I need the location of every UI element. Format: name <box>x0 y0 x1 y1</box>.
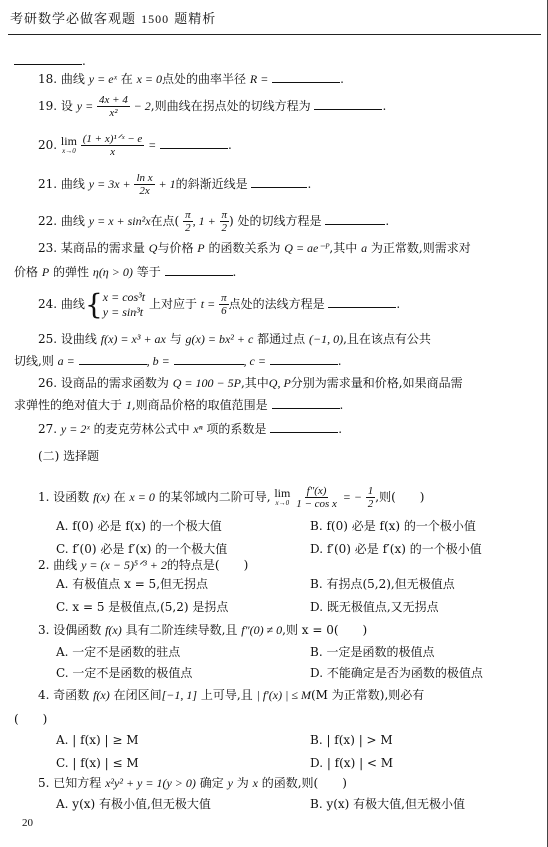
question-24: 24. 曲线{ x = cos³t y = sin³t 上对应于 t = $\frac{\pi}{6}$ 点处的法线方程是 . <box>38 288 401 321</box>
choice-question-2: 2. 曲线 y = (x − 5)⁵ᐟ³ + 2的特点是( ) <box>38 558 249 572</box>
question-27: 27. y = 2ˣ 的麦克劳林公式中 xⁿ 项的系数是 . <box>38 422 343 436</box>
choice-5-option-b[interactable]: B. y(x) 有极大值,但无极小值 <box>310 797 465 811</box>
choice-question-4: 4. 奇函数 f(x) 在闭区间[−1, 1] 上可导,且 | f′(x) | ≤ M(M 为正常数),则必有 <box>38 688 425 702</box>
answer-blank[interactable] <box>272 396 340 409</box>
answer-blank[interactable] <box>165 263 233 276</box>
choice-2-option-a[interactable]: A. 有极值点 x = 5,但无拐点 <box>56 577 209 591</box>
choice-3-option-b[interactable]: B. 一定是函数的极值点 <box>310 645 435 659</box>
answer-blank[interactable] <box>270 420 338 433</box>
header-number: 1500 <box>141 12 170 26</box>
choice-2-option-c[interactable]: C. x = 5 是极值点,(5,2) 是拐点 <box>56 600 229 614</box>
choice-3-option-a[interactable]: A. 一定不是函数的驻点 <box>56 645 181 659</box>
answer-blank[interactable] <box>79 352 147 365</box>
choice-question-1: 1. 设函数 f(x) 在 x = 0 的某邻域内二阶可导, lim x→0 $\frac{f''(x)}{\text{1 − cos x}}$ = − $\frac{1}{2}$ ,则( ) <box>38 485 425 510</box>
answer-blank[interactable] <box>328 295 396 308</box>
answer-blank[interactable] <box>174 352 244 365</box>
choice-question-5: 5. 已知方程 x²y² + y = 1(y > 0) 确定 y 为 x 的函数,则( ) <box>38 776 347 790</box>
choice-3-option-c[interactable]: C. 一定不是函数的极值点 <box>56 666 193 680</box>
question-18: 18. 曲线 y = eˣ 在 x = 0点处的曲率半径 R = . <box>38 72 344 86</box>
choice-5-option-a[interactable]: A. y(x) 有极小值,但无极大值 <box>56 797 211 811</box>
choice-2-option-d[interactable]: D. 既无极值点,又无拐点 <box>310 600 439 614</box>
header-title: 考研数学必做客观题 <box>10 12 137 27</box>
answer-blank[interactable] <box>270 352 338 365</box>
question-21: 21. 曲线 y = 3x + $\frac{\text{ln x}}{2x}$ + 1的斜渐近线是 . <box>38 172 312 197</box>
question-23-line1: 23. 某商品的需求量 Q与价格 P 的函数关系为 Q = ae⁻ᴾ,其中 a 为正常数,则需求对 <box>38 241 471 255</box>
question-20: 20. lim x→0 $\frac{\text{(1 + x)¹ᐟˣ − e}}{x}$ = . <box>38 133 232 158</box>
choice-question-4-line2: ( ) <box>14 712 48 726</box>
question-26-line2: 求弹性的绝对值大于 1,则商品价格的取值范围是 . <box>14 398 344 412</box>
question-22: 22. 曲线 y = x + sin²x在点( $\frac{\pi}{2}$ , 1 + $\frac{\pi}{2}$ ) 处的切线方程是 . <box>38 209 390 234</box>
choice-4-option-c[interactable]: C. | f(x) | ≤ M <box>56 756 139 770</box>
choice-2-option-b[interactable]: B. 有拐点(5,2),但无极值点 <box>310 577 455 591</box>
choice-4-option-d[interactable]: D. | f(x) | < M <box>310 756 394 770</box>
choice-4-option-b[interactable]: B. | f(x) | > M <box>310 733 393 747</box>
choice-4-option-a[interactable]: A. | f(x) | ≥ M <box>56 733 139 747</box>
section-heading: (二) 选择题 <box>38 449 100 463</box>
carryover-blank: . <box>14 52 86 68</box>
header-rule <box>8 34 541 35</box>
choice-1-option-a[interactable]: A. f(0) 必是 f(x) 的一个极大值 <box>56 519 222 533</box>
question-19: 19. 设 y = $\frac{4x + 4}{\text{x²}}$ − 2,则曲线在拐点处的切线方程为 . <box>38 94 387 119</box>
question-26-line1: 26. 设商品的需求函数为 Q = 100 − 5P,其中Q, P分别为需求量和价格,如果商品需 <box>38 376 463 390</box>
answer-blank[interactable] <box>251 175 307 188</box>
answer-blank[interactable] <box>272 70 340 83</box>
choice-3-option-d[interactable]: D. 不能确定是否为函数的极值点 <box>310 666 483 680</box>
question-25-line2: 切线,则 a = , b = , c = . <box>14 354 342 368</box>
answer-blank[interactable] <box>325 212 385 225</box>
header-suffix: 题精析 <box>174 12 217 27</box>
answer-blank[interactable] <box>314 97 382 110</box>
question-25-line1: 25. 设曲线 f(x) = x³ + ax 与 g(x) = bx² + c 都通过点 (−1, 0),且在该点有公共 <box>38 332 431 346</box>
choice-1-option-d[interactable]: D. f′(0) 必是 f′(x) 的一个极小值 <box>310 542 482 556</box>
running-header <box>10 8 216 27</box>
page-number: 20 <box>22 817 33 829</box>
choice-1-option-b[interactable]: B. f(0) 必是 f(x) 的一个极小值 <box>310 519 476 533</box>
choice-1-option-c[interactable]: C. f′(0) 必是 f′(x) 的一个极大值 <box>56 542 228 556</box>
choice-question-3: 3. 设偶函数 f(x) 具有二阶连续导数,且 f″(0) ≠ 0,则 x = 0( ) <box>38 623 368 637</box>
question-23-line2: 价格 P 的弹性 η(η > 0) 等于 . <box>14 265 237 279</box>
answer-blank[interactable] <box>160 136 228 149</box>
